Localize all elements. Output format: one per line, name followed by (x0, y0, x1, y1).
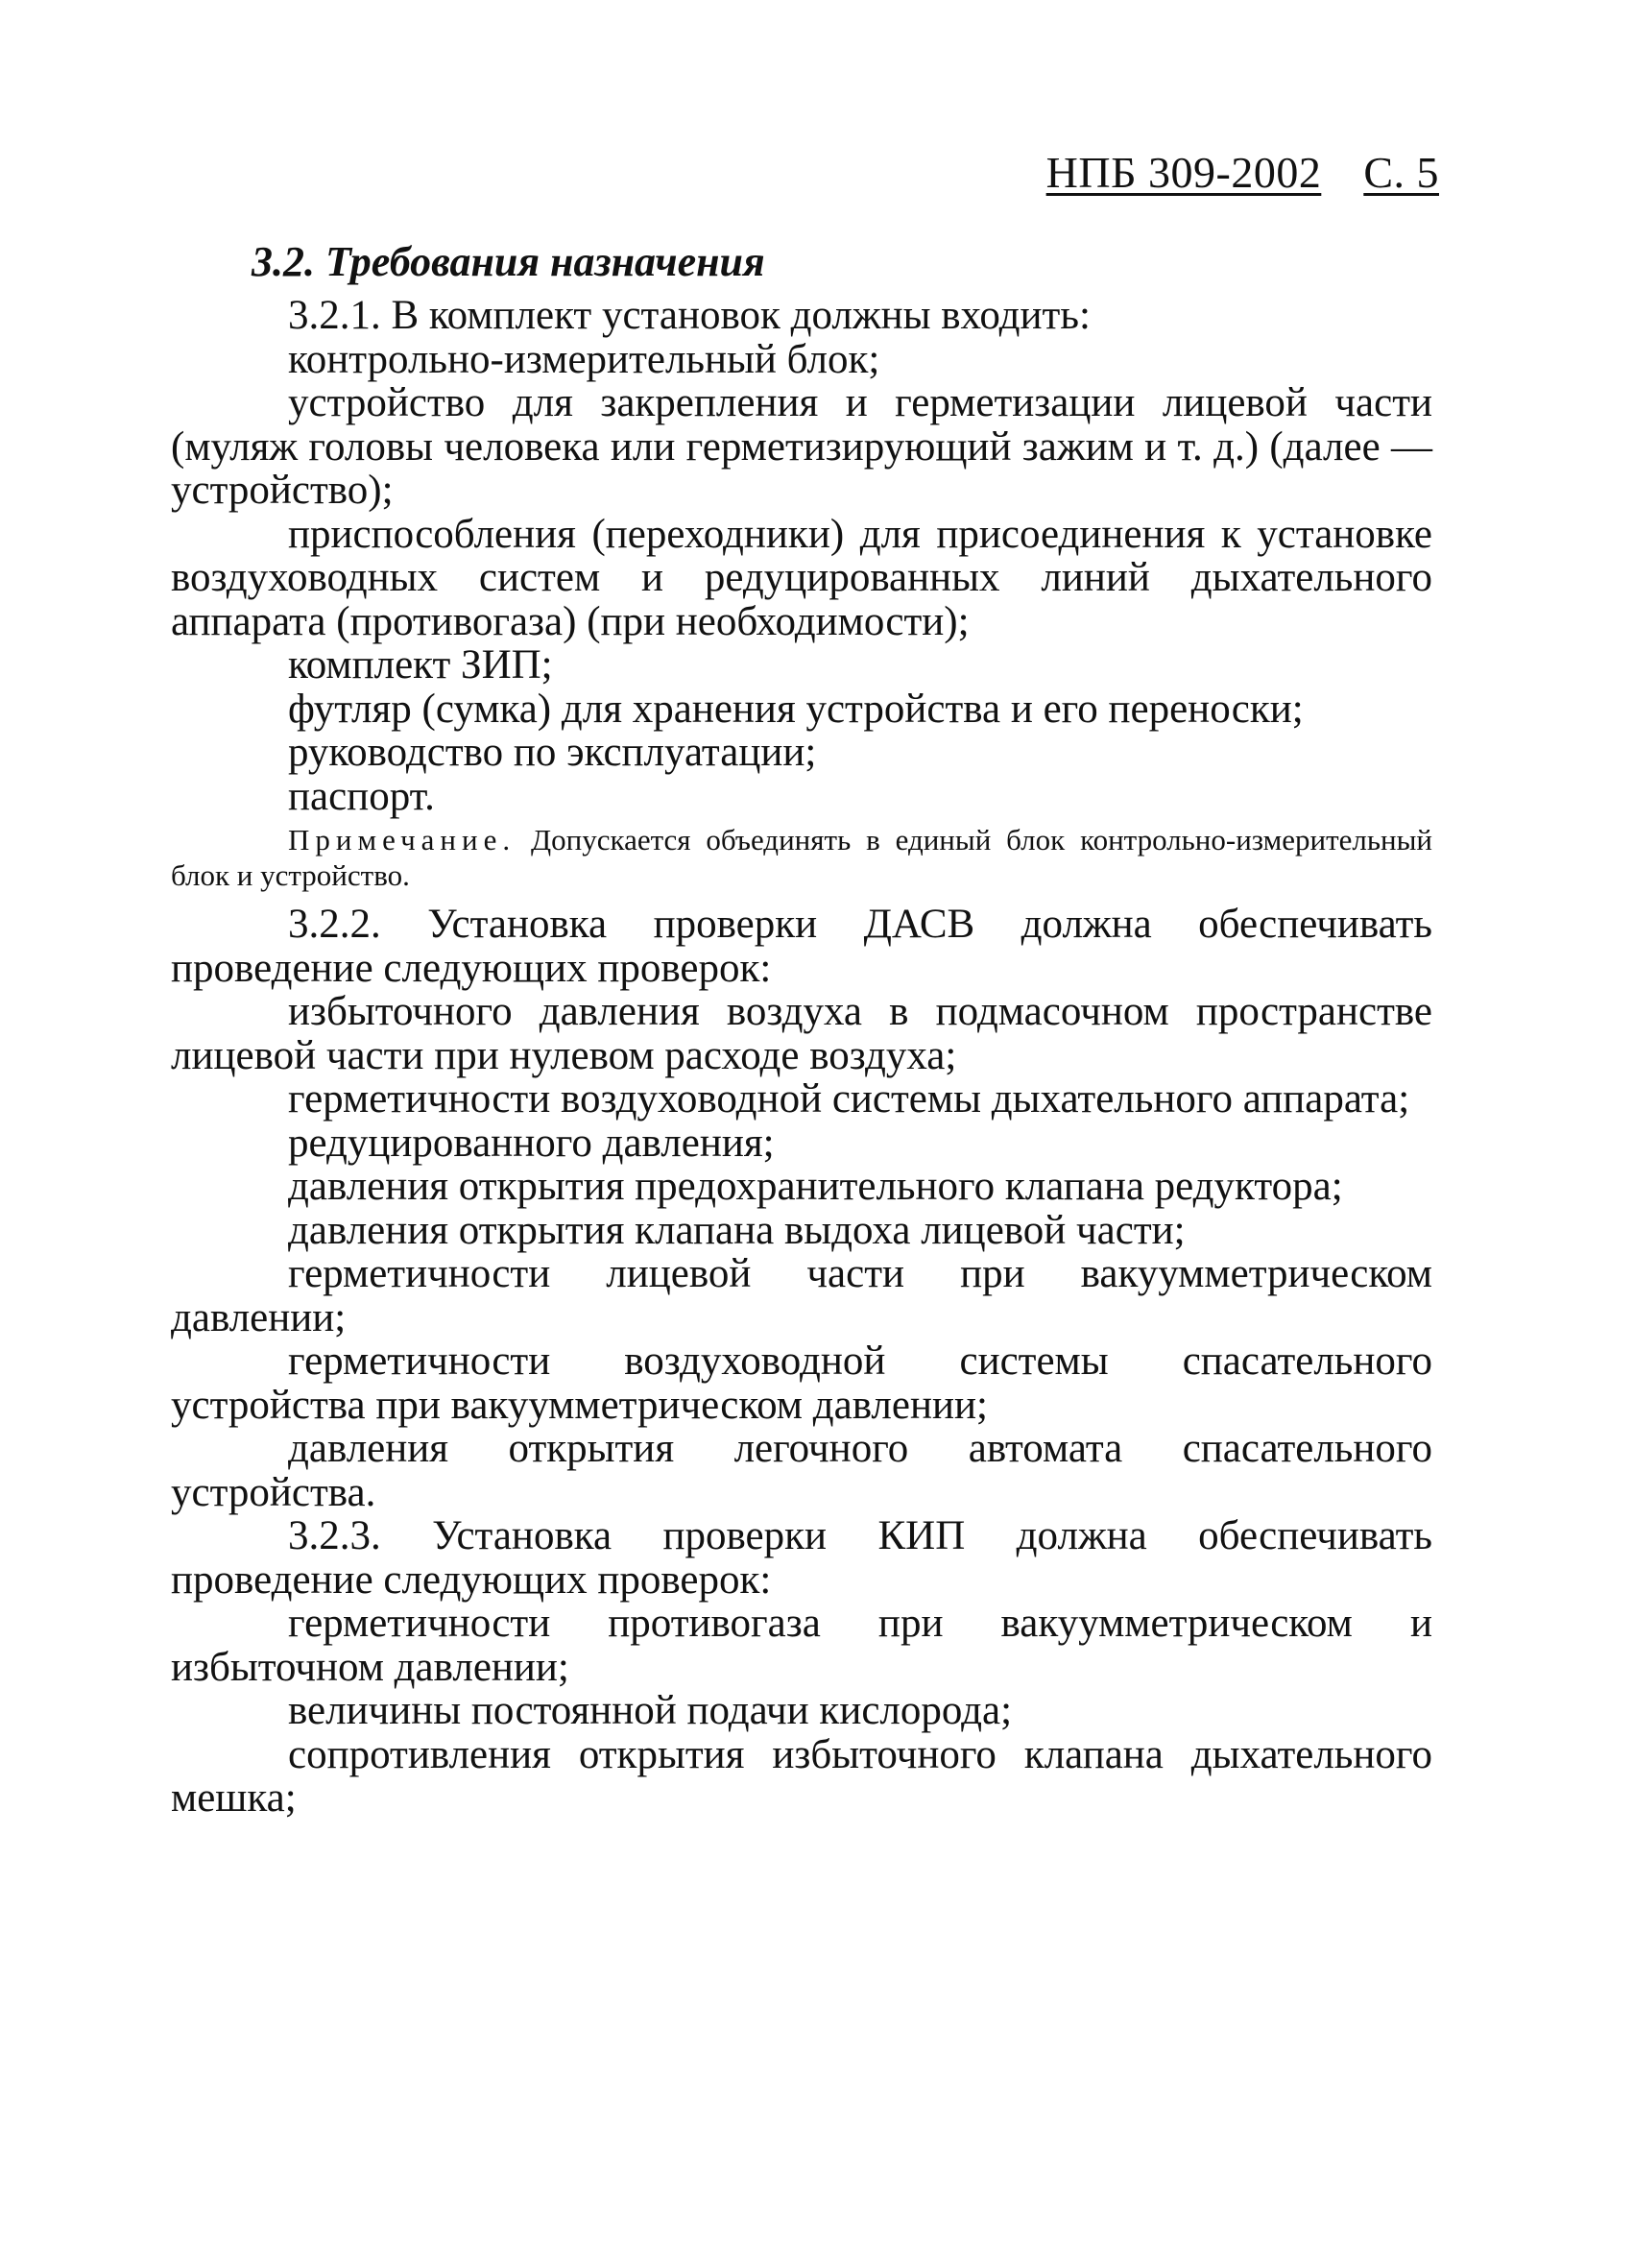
note-label: Примечание. (288, 823, 516, 857)
document-code: НПБ 309-2002 (1045, 148, 1322, 197)
paragraph: редуцированного давления; (288, 1120, 775, 1166)
paragraph: приспособления (переходники) для присоединения к установке воздуховодных систем и редуцированных линий дыхательного аппарата (противогаза) (при необходимости); (171, 511, 1432, 644)
paragraph: избыточного давления воздуха в подмасочном пространстве лицевой части при нулевом расходе воздуха; (171, 989, 1432, 1078)
note-text: Допускается объединять в единый блок контрольно-измерительный блок и устройство. (171, 823, 1432, 892)
paragraph: герметичности воздуховодной системы дыхательного аппарата; (288, 1076, 1410, 1122)
paragraph: устройство для закрепления и герметизации лицевой части (муляж головы человека или герметизирующий зажим и т. д.) (далее — устройство); (171, 380, 1432, 513)
paragraph: 3.2.3. Установка проверки КИП должна обеспечивать проведение следующих проверок: (171, 1513, 1432, 1603)
paragraph: 3.2.2. Установка проверки ДАСВ должна обеспечивать проведение следующих проверок: (171, 902, 1432, 991)
paragraph: сопротивления открытия избыточного клапана дыхательного мешка; (171, 1731, 1432, 1821)
paragraph: давления открытия клапана выдоха лицевой части; (288, 1207, 1186, 1253)
paragraph: герметичности воздуховодной системы спасательного устройства при вакуумметрическом давлении; (171, 1339, 1432, 1428)
paragraph: контрольно-измерительный блок; (288, 336, 880, 382)
paragraph: комплект ЗИП; (288, 642, 553, 688)
paragraph: давления открытия предохранительного клапана редуктора; (288, 1164, 1343, 1209)
paragraph: давления открытия легочного автомата спасательного устройства. (171, 1426, 1432, 1515)
page-header (1046, 146, 1439, 200)
note (171, 822, 1432, 893)
paragraph: футляр (сумка) для хранения устройства и его переноски; (288, 686, 1304, 732)
paragraph: величины постоянной подачи кислорода; (288, 1688, 1013, 1733)
paragraph: герметичности противогаза при вакуумметрическом и избыточном давлении; (171, 1601, 1432, 1690)
page-number: С. 5 (1363, 148, 1439, 197)
paragraph: паспорт. (288, 773, 435, 819)
paragraph: 3.2.1. В комплект установок должны входить: (288, 293, 1091, 338)
paragraph: герметичности лицевой части при вакуумметрическом давлении; (171, 1251, 1432, 1340)
section-heading: 3.2. Требования назначения (252, 238, 765, 285)
paragraph: руководство по эксплуатации; (288, 730, 817, 775)
page-body (171, 236, 1432, 1821)
